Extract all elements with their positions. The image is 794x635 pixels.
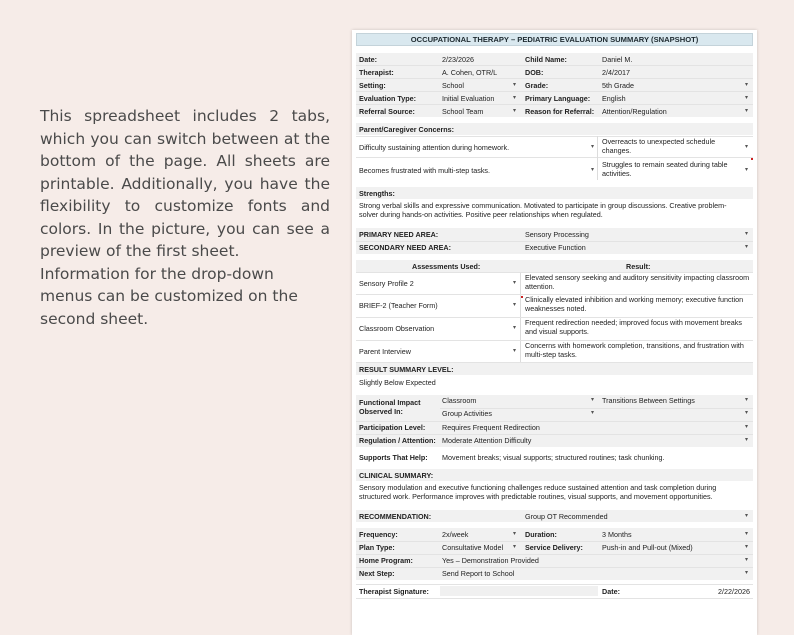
chevron-down-icon[interactable]: ▾ bbox=[591, 167, 595, 173]
chevron-down-icon[interactable]: ▾ bbox=[513, 544, 517, 550]
frequency-label: Frequency: bbox=[359, 530, 398, 539]
regulation-label: Regulation / Attention: bbox=[359, 436, 436, 445]
strengths-header-bg bbox=[356, 187, 753, 199]
row-divider bbox=[356, 241, 753, 242]
grade-dropdown[interactable]: 5th Grade bbox=[602, 81, 634, 90]
primary-language-label: Primary Language: bbox=[525, 94, 591, 103]
promo-line: menus can be customized on the bbox=[40, 287, 298, 305]
comment-marker bbox=[751, 158, 753, 160]
row-divider bbox=[356, 78, 753, 79]
chevron-down-icon[interactable]: ▾ bbox=[513, 95, 517, 101]
service-delivery-dropdown[interactable]: Push-in and Pull-out (Mixed) bbox=[602, 543, 693, 552]
clinical-summary-label: CLINICAL SUMMARY: bbox=[359, 471, 434, 480]
row-divider bbox=[356, 91, 753, 92]
assessment-result[interactable]: Concerns with homework completion, transitions, and frustration with multi-step tasks. bbox=[525, 341, 744, 359]
participation-label: Participation Level: bbox=[359, 423, 426, 432]
referral-source-dropdown[interactable]: School Team bbox=[442, 107, 484, 116]
assessment-name[interactable]: Parent Interview bbox=[359, 347, 411, 356]
row-divider bbox=[440, 408, 753, 409]
chevron-down-icon[interactable]: ▾ bbox=[745, 397, 749, 403]
duration-dropdown[interactable]: 3 Months bbox=[602, 530, 632, 539]
row-divider bbox=[356, 157, 753, 158]
dob-label: DOB: bbox=[525, 68, 544, 77]
signature-label: Therapist Signature: bbox=[359, 587, 429, 596]
concern-item[interactable]: Struggles to remain seated during table activities. bbox=[602, 160, 728, 178]
assessment-result[interactable]: Frequent redirection needed; improved focus with movement breaks and visual supports. bbox=[525, 318, 742, 336]
referral-source-label: Referral Source: bbox=[359, 107, 415, 116]
promo-line: flexibility to customize fonts and bbox=[40, 197, 330, 215]
chevron-down-icon[interactable]: ▾ bbox=[745, 570, 749, 576]
participation-dropdown[interactable]: Requires Frequent Redirection bbox=[442, 423, 540, 432]
primary-language-dropdown[interactable]: English bbox=[602, 94, 626, 103]
signature-date-value[interactable]: 2/22/2026 bbox=[718, 587, 750, 596]
chevron-down-icon[interactable]: ▾ bbox=[745, 231, 749, 237]
promo-line: colors. In the picture, you can see a bbox=[40, 219, 330, 238]
chevron-down-icon[interactable]: ▾ bbox=[745, 108, 749, 114]
reason-referral-dropdown[interactable]: Attention/Regulation bbox=[602, 107, 667, 116]
row-divider bbox=[356, 541, 753, 542]
column-divider bbox=[597, 136, 598, 180]
impact-dropdown-3[interactable]: Group Activities bbox=[442, 409, 492, 418]
functional-impact-label: Functional Impact bbox=[359, 398, 421, 407]
signature-field[interactable] bbox=[440, 586, 598, 596]
date-value[interactable]: 2/23/2026 bbox=[442, 55, 474, 64]
recommendation-dropdown[interactable]: Group OT Recommended bbox=[525, 512, 608, 521]
chevron-down-icon[interactable]: ▾ bbox=[745, 513, 749, 519]
impact-dropdown-2[interactable]: Transitions Between Settings bbox=[602, 396, 695, 405]
promo-line: This spreadsheet includes 2 tabs, bbox=[40, 107, 330, 125]
assessment-result[interactable]: Elevated sensory seeking and auditory sensitivity impacting classroom attention. bbox=[525, 273, 750, 291]
promo-line: printable. Additionally, you have the bbox=[40, 174, 330, 193]
promo-description bbox=[40, 105, 330, 330]
promo-line: preview of the first sheet. bbox=[40, 242, 240, 260]
chevron-down-icon[interactable]: ▾ bbox=[745, 167, 749, 173]
evaluation-type-label: Evaluation Type: bbox=[359, 94, 416, 103]
dob-value[interactable]: 2/4/2017 bbox=[602, 68, 630, 77]
comment-marker bbox=[521, 296, 523, 298]
assessment-name[interactable]: Classroom Observation bbox=[359, 324, 435, 333]
duration-label: Duration: bbox=[525, 530, 557, 539]
clinical-summary-text[interactable]: Sensory modulation and executive functioning challenges reduce sustained attention and task completion during structured work. Performance improves with predictable routines, visual supports, and movement opportunities. bbox=[359, 483, 717, 501]
row-divider bbox=[356, 104, 753, 105]
row-divider bbox=[356, 65, 753, 66]
strengths-text[interactable]: Strong verbal skills and expressive communication. Motivated to participate in group discussions. Creative problem-solver during hands-on activities. Positive peer relationships when regulated. bbox=[359, 201, 727, 219]
service-delivery-label: Service Delivery: bbox=[525, 543, 583, 552]
assessment-name[interactable]: BRIEF-2 (Teacher Form) bbox=[359, 301, 438, 310]
assessment-name[interactable]: Sensory Profile 2 bbox=[359, 279, 414, 288]
row-divider bbox=[356, 598, 753, 599]
chevron-down-icon[interactable]: ▾ bbox=[745, 557, 749, 563]
primary-need-dropdown[interactable]: Sensory Processing bbox=[525, 230, 589, 239]
promo-line: second sheet. bbox=[40, 309, 149, 328]
home-program-dropdown[interactable]: Yes – Demonstration Provided bbox=[442, 556, 539, 565]
concern-item[interactable]: Difficulty sustaining attention during homework. bbox=[359, 143, 510, 152]
chevron-down-icon[interactable]: ▾ bbox=[745, 144, 749, 150]
setting-label: Setting: bbox=[359, 81, 386, 90]
promo-line: Information for the drop-down bbox=[40, 264, 274, 283]
chevron-down-icon[interactable]: ▾ bbox=[513, 108, 517, 114]
primary-need-label: PRIMARY NEED AREA: bbox=[359, 230, 439, 239]
assessments-used-header: Assessments Used: bbox=[412, 262, 481, 271]
chevron-down-icon[interactable]: ▾ bbox=[591, 410, 595, 416]
result-summary-value[interactable]: Slightly Below Expected bbox=[359, 378, 436, 387]
chevron-down-icon[interactable]: ▾ bbox=[591, 397, 595, 403]
sheet-title: OCCUPATIONAL THERAPY – PEDIATRIC EVALUATION SUMMARY (SNAPSHOT) bbox=[356, 33, 753, 46]
therapist-label: Therapist: bbox=[359, 68, 394, 77]
impact-dropdown-1[interactable]: Classroom bbox=[442, 396, 477, 405]
chevron-down-icon[interactable]: ▾ bbox=[513, 325, 517, 331]
next-step-dropdown[interactable]: Send Report to School bbox=[442, 569, 515, 578]
grade-label: Grade: bbox=[525, 81, 549, 90]
chevron-down-icon[interactable]: ▾ bbox=[745, 410, 749, 416]
evaluation-type-dropdown[interactable]: Initial Evaluation bbox=[442, 94, 495, 103]
row-divider bbox=[356, 434, 753, 435]
concern-item[interactable]: Overreacts to unexpected schedule changes. bbox=[602, 137, 716, 155]
functional-impact-label: Observed In: bbox=[359, 407, 403, 416]
plan-type-label: Plan Type: bbox=[359, 543, 395, 552]
next-step-label: Next Step: bbox=[359, 569, 395, 578]
chevron-down-icon[interactable]: ▾ bbox=[591, 144, 595, 150]
row-divider bbox=[356, 554, 753, 555]
spreadsheet-preview bbox=[352, 30, 757, 635]
row-divider bbox=[356, 567, 753, 568]
signature-date-label: Date: bbox=[602, 587, 620, 596]
supports-value[interactable]: Movement breaks; visual supports; structured routines; task chunking. bbox=[442, 453, 665, 462]
therapist-value[interactable]: A. Cohen, OTR/L bbox=[442, 68, 498, 77]
chevron-down-icon[interactable]: ▾ bbox=[513, 280, 517, 286]
chevron-down-icon[interactable]: ▾ bbox=[513, 348, 517, 354]
chevron-down-icon[interactable]: ▾ bbox=[513, 302, 517, 308]
plan-type-dropdown[interactable]: Consultative Model bbox=[442, 543, 504, 552]
chevron-down-icon[interactable]: ▾ bbox=[745, 95, 749, 101]
assessment-result[interactable]: Clinically elevated inhibition and working memory; executive function weaknesses noted. bbox=[525, 295, 744, 313]
chevron-down-icon[interactable]: ▾ bbox=[745, 244, 749, 250]
row-divider bbox=[356, 584, 753, 585]
reason-referral-label: Reason for Referral: bbox=[525, 107, 595, 116]
concerns-label: Parent/Caregiver Concerns: bbox=[359, 125, 455, 134]
chevron-down-icon[interactable]: ▾ bbox=[745, 424, 749, 430]
promo-line: bottom of the page. All sheets are bbox=[40, 152, 330, 170]
concern-item[interactable]: Becomes frustrated with multi-step tasks. bbox=[359, 166, 491, 175]
chevron-down-icon[interactable]: ▾ bbox=[513, 531, 517, 537]
chevron-down-icon[interactable]: ▾ bbox=[745, 544, 749, 550]
recommendation-label: RECOMMENDATION: bbox=[359, 512, 432, 521]
date-label: Date: bbox=[359, 55, 377, 64]
secondary-need-label: SECONDARY NEED AREA: bbox=[359, 243, 451, 252]
chevron-down-icon[interactable]: ▾ bbox=[513, 82, 517, 88]
result-summary-label: RESULT SUMMARY LEVEL: bbox=[359, 365, 454, 374]
secondary-need-dropdown[interactable]: Executive Function bbox=[525, 243, 586, 252]
child-name-value[interactable]: Daniel M. bbox=[602, 55, 633, 64]
strengths-label: Strengths: bbox=[359, 189, 395, 198]
regulation-dropdown[interactable]: Moderate Attention Difficulty bbox=[442, 436, 532, 445]
result-header: Result: bbox=[626, 262, 651, 271]
row-divider bbox=[356, 421, 753, 422]
supports-label: Supports That Help: bbox=[359, 453, 428, 462]
setting-dropdown[interactable]: School bbox=[442, 81, 464, 90]
frequency-dropdown[interactable]: 2x/week bbox=[442, 530, 469, 539]
home-program-label: Home Program: bbox=[359, 556, 413, 565]
chevron-down-icon[interactable]: ▾ bbox=[745, 437, 749, 443]
chevron-down-icon[interactable]: ▾ bbox=[745, 531, 749, 537]
child-name-label: Child Name: bbox=[525, 55, 567, 64]
promo-line: which you can switch between at the bbox=[40, 129, 330, 148]
chevron-down-icon[interactable]: ▾ bbox=[745, 82, 749, 88]
